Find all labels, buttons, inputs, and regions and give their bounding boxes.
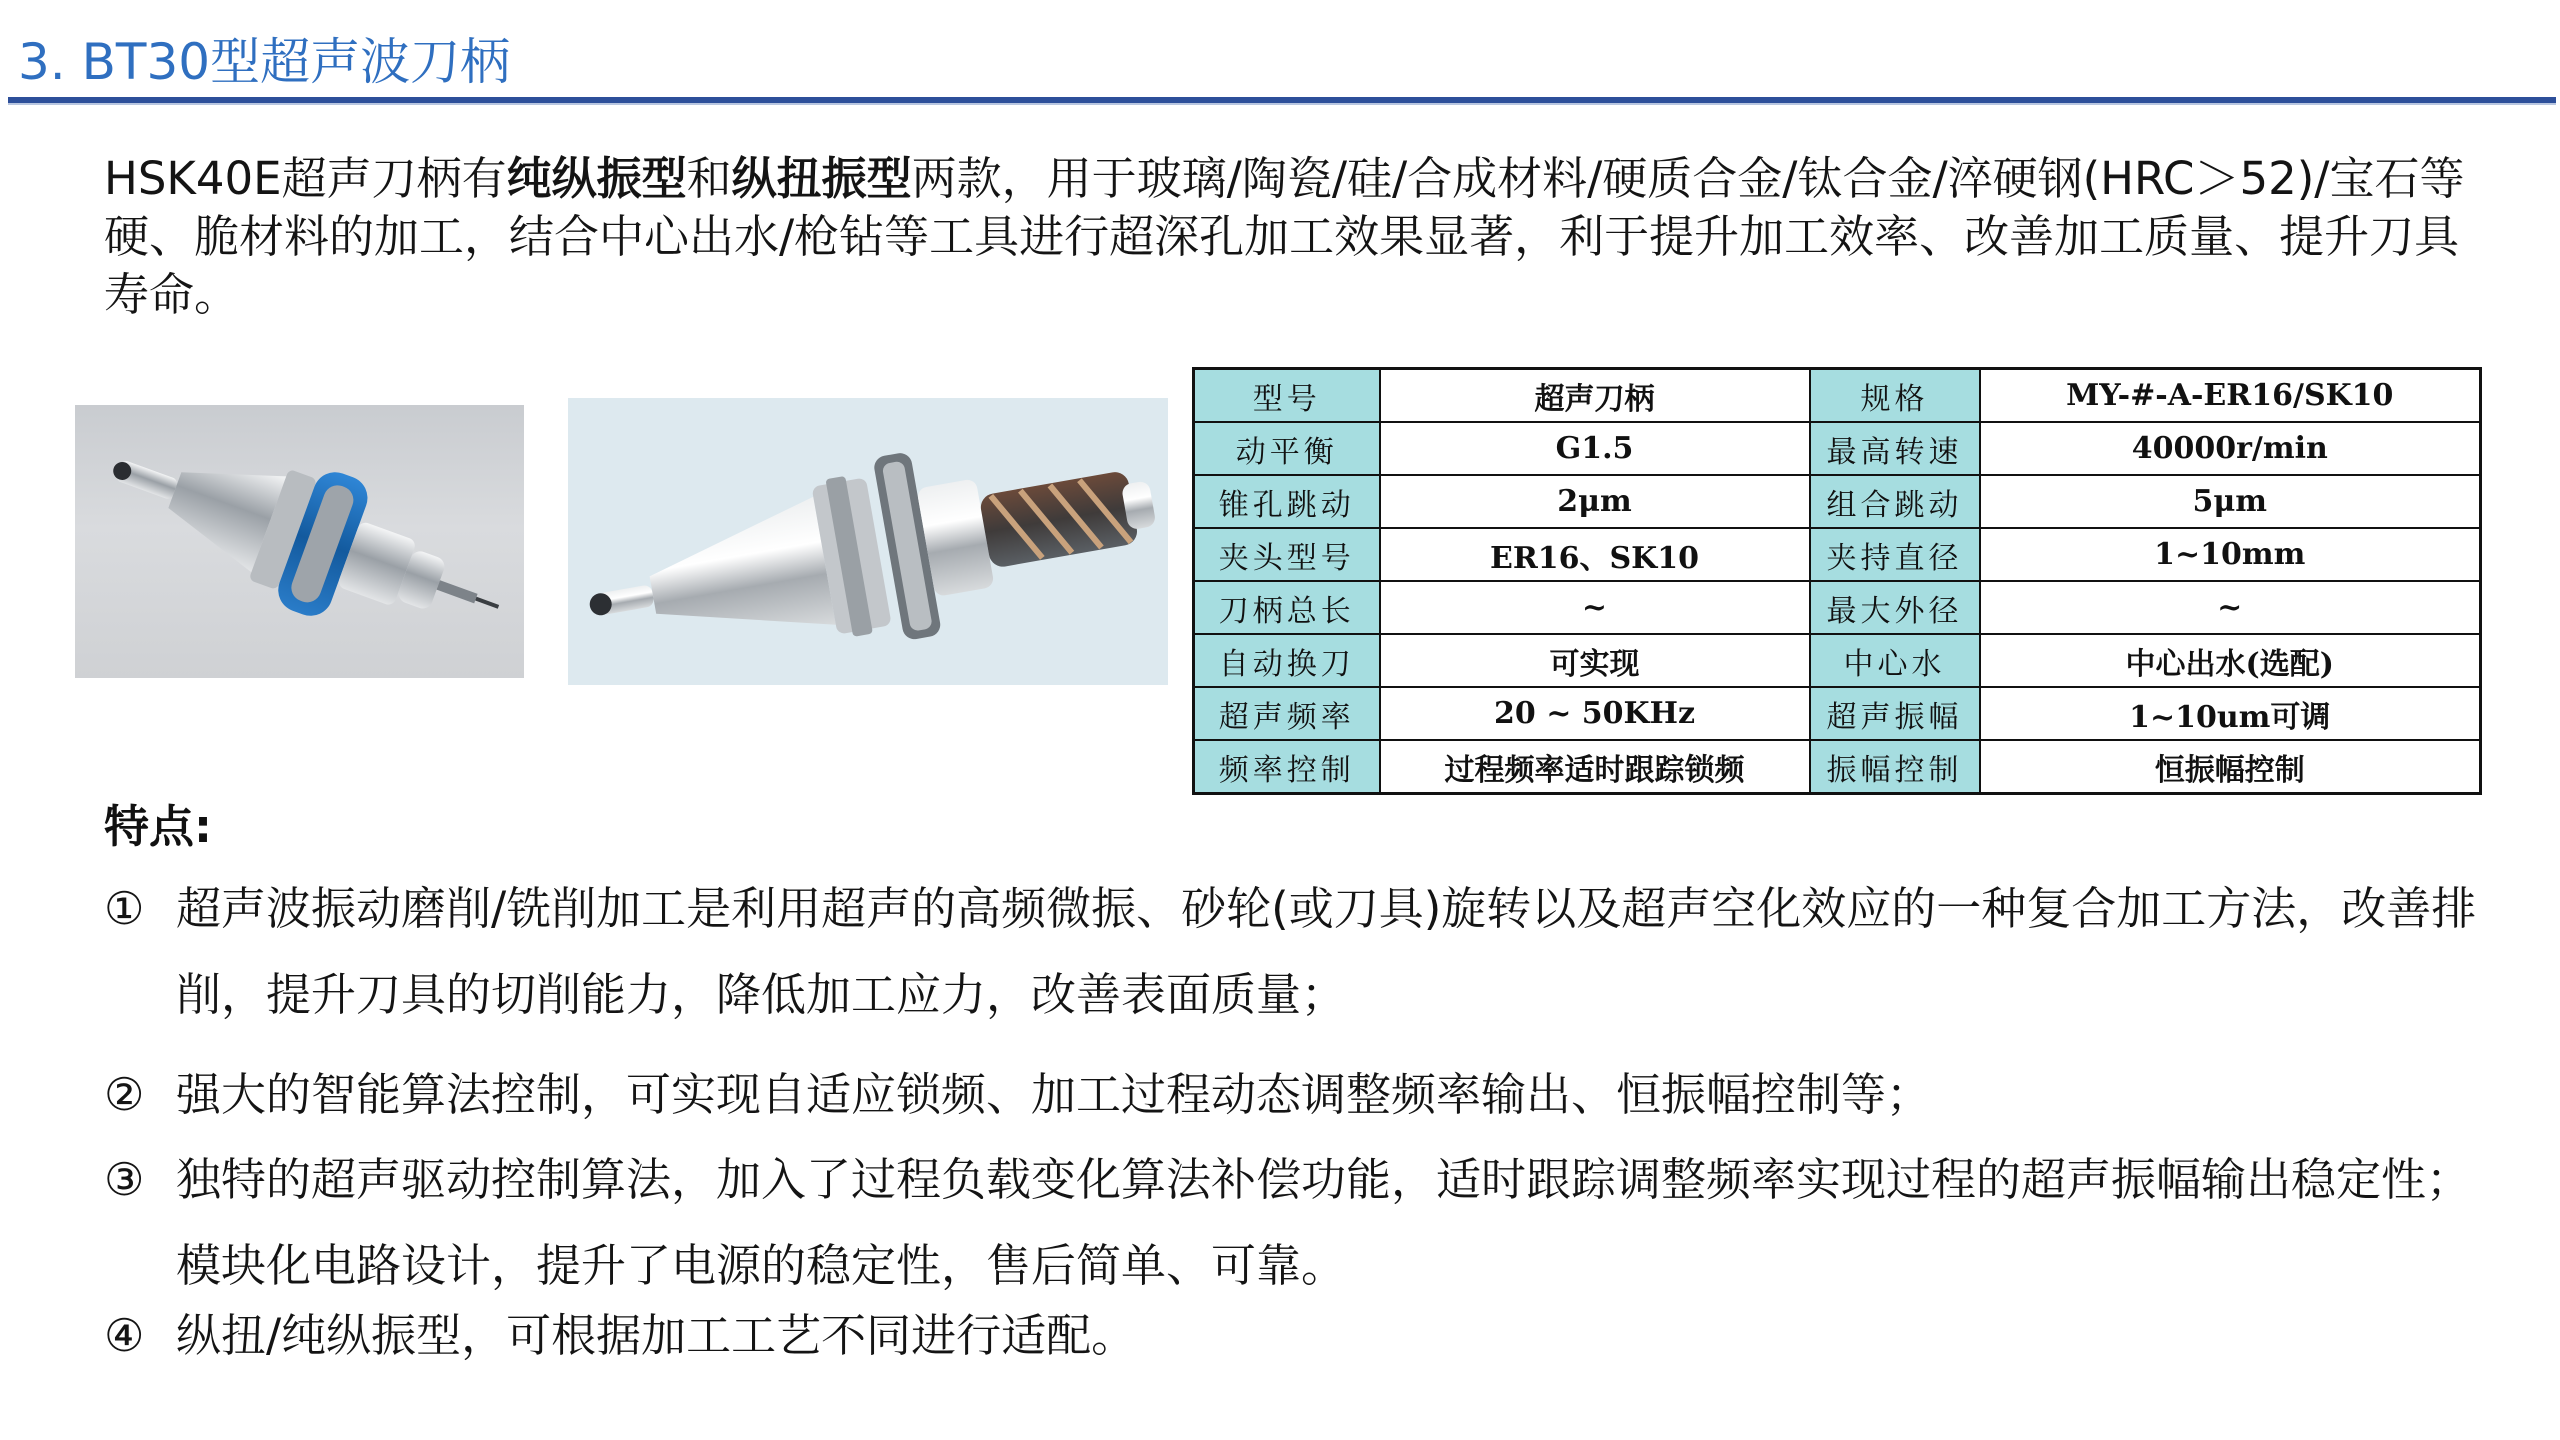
intro-paragraph [104, 150, 2504, 324]
page-title: 3. BT30型超声波刀柄 [18, 33, 511, 91]
table-row [1194, 634, 2481, 687]
feature-text: 独特的超声驱动控制算法，加入了过程负载变化算法补偿功能，适时跟踪调整频率实现过程的超声振幅输出稳定性；模块化电路设计，提升了电源的稳定性，售后简单、可靠。 [176, 1153, 2472, 1292]
table-row [1194, 740, 2481, 794]
feature-item [104, 1137, 2504, 1309]
table-row [1194, 475, 2481, 528]
spec-key: 最高转速 [1810, 422, 1980, 475]
intro-bold-2: 纵扭振型 [731, 152, 912, 205]
table-row [1194, 528, 2481, 581]
spec-key: 夹持直径 [1810, 528, 1980, 581]
feature-number: ③ [104, 1153, 145, 1206]
spec-value: 恒振幅控制 [1980, 740, 2481, 794]
spec-value: MY-#-A-ER16/SK10 [1980, 369, 2481, 423]
spec-value: 1~10um可调 [1980, 687, 2481, 740]
feature-item [104, 1052, 2504, 1138]
spec-value: 5μm [1980, 475, 2481, 528]
spec-key: 锥孔跳动 [1194, 475, 1380, 528]
spec-table [1192, 367, 2482, 795]
intro-text-1: HSK40E超声刀柄有 [104, 152, 507, 205]
spec-value: ER16、SK10 [1380, 528, 1810, 581]
feature-number: ④ [104, 1309, 145, 1362]
spec-value: ~ [1380, 581, 1810, 634]
feature-number: ② [104, 1068, 145, 1121]
feature-item [104, 866, 2504, 1038]
feature-item [104, 1293, 2504, 1379]
spec-key: 最大外径 [1810, 581, 1980, 634]
features-heading: 特点: [104, 800, 212, 853]
spec-value: 40000r/min [1980, 422, 2481, 475]
spec-value: 1~10mm [1980, 528, 2481, 581]
table-row [1194, 422, 2481, 475]
spec-value: G1.5 [1380, 422, 1810, 475]
spec-value: ~ [1980, 581, 2481, 634]
spec-value: 中心出水(选配) [1980, 634, 2481, 687]
tool-holder-photo-2 [568, 398, 1168, 685]
table-row [1194, 687, 2481, 740]
tool-holder-photo-1 [75, 405, 524, 678]
intro-text-2: 和 [686, 152, 732, 205]
table-row [1194, 369, 2481, 423]
spec-key: 动平衡 [1194, 422, 1380, 475]
spec-key: 自动换刀 [1194, 634, 1380, 687]
spec-key: 超声振幅 [1810, 687, 1980, 740]
spec-value: 20 ~ 50KHz [1380, 687, 1810, 740]
spec-key: 型号 [1194, 369, 1380, 423]
spec-key: 振幅控制 [1810, 740, 1980, 794]
title-divider [8, 97, 2556, 105]
spec-key: 组合跳动 [1810, 475, 1980, 528]
feature-text: 纵扭/纯纵振型，可根据加工工艺不同进行适配。 [176, 1309, 1137, 1362]
feature-text: 强大的智能算法控制，可实现自适应锁频、加工过程动态调整频率输出、恒振幅控制等； [176, 1068, 1932, 1121]
spec-key: 夹头型号 [1194, 528, 1380, 581]
spec-key: 规格 [1810, 369, 1980, 423]
intro-text-3: 两款，用于玻璃/陶瓷/硅/合成材料/硬质合金/钛合金/淬硬钢(HRC＞52)/宝石等硬、脆材料的加工，结合中心出水/枪钻等工具进行超深孔加工效果显著，利于提升加工效率、改善加工质量、提升刀具寿命。 [104, 152, 2465, 321]
table-row [1194, 581, 2481, 634]
feature-text: 超声波振动磨削/铣削加工是利用超声的高频微振、砂轮(或刀具)旋转以及超声空化效应的一种复合加工方法，改善排削，提升刀具的切削能力，降低加工应力，改善表面质量； [176, 882, 2477, 1021]
intro-bold-1: 纯纵振型 [506, 152, 687, 205]
spec-value: 2μm [1380, 475, 1810, 528]
spec-value: 超声刀柄 [1380, 369, 1810, 423]
feature-number: ① [104, 882, 145, 935]
spec-value: 过程频率适时跟踪锁频 [1380, 740, 1810, 794]
spec-key: 频率控制 [1194, 740, 1380, 794]
spec-value: 可实现 [1380, 634, 1810, 687]
spec-key: 中心水 [1810, 634, 1980, 687]
spec-key: 刀柄总长 [1194, 581, 1380, 634]
spec-key: 超声频率 [1194, 687, 1380, 740]
